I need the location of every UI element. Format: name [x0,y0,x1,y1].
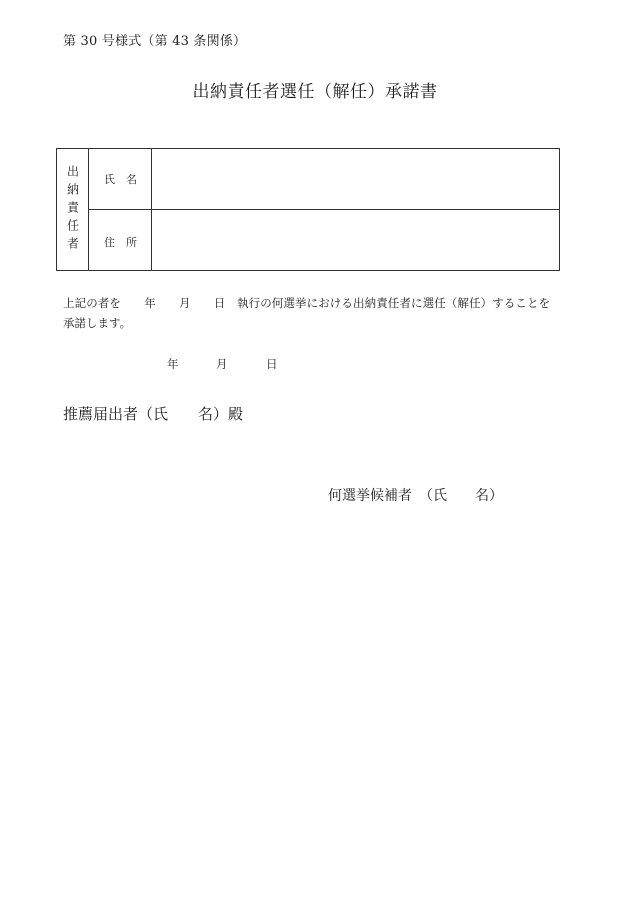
date-day: 日 [266,357,278,371]
date-year: 年 [167,357,179,371]
person-info-table [56,148,560,271]
table-vertical-header [57,149,89,270]
signer-line: 何選挙候補者 （氏 名） [328,488,503,504]
date-month: 月 [216,357,228,371]
form-number: 第 30 号様式（第 43 条関係） [63,34,247,49]
table-row-divider [89,209,559,210]
name-label: 氏 名 [104,173,137,186]
recipient-line: 推薦届出者（氏 名）殿 [63,405,244,423]
address-label: 住 所 [104,236,137,249]
consent-text-line1: 上記の者を 年 月 日 執行の何選挙における出納責任者に選任（解任）することを [63,296,551,310]
consent-text-line2: 承諾します。 [63,316,132,330]
vertical-label: 出納責任者 [65,164,80,255]
document-title: 出納責任者選任（解任）承諾書 [192,82,438,102]
